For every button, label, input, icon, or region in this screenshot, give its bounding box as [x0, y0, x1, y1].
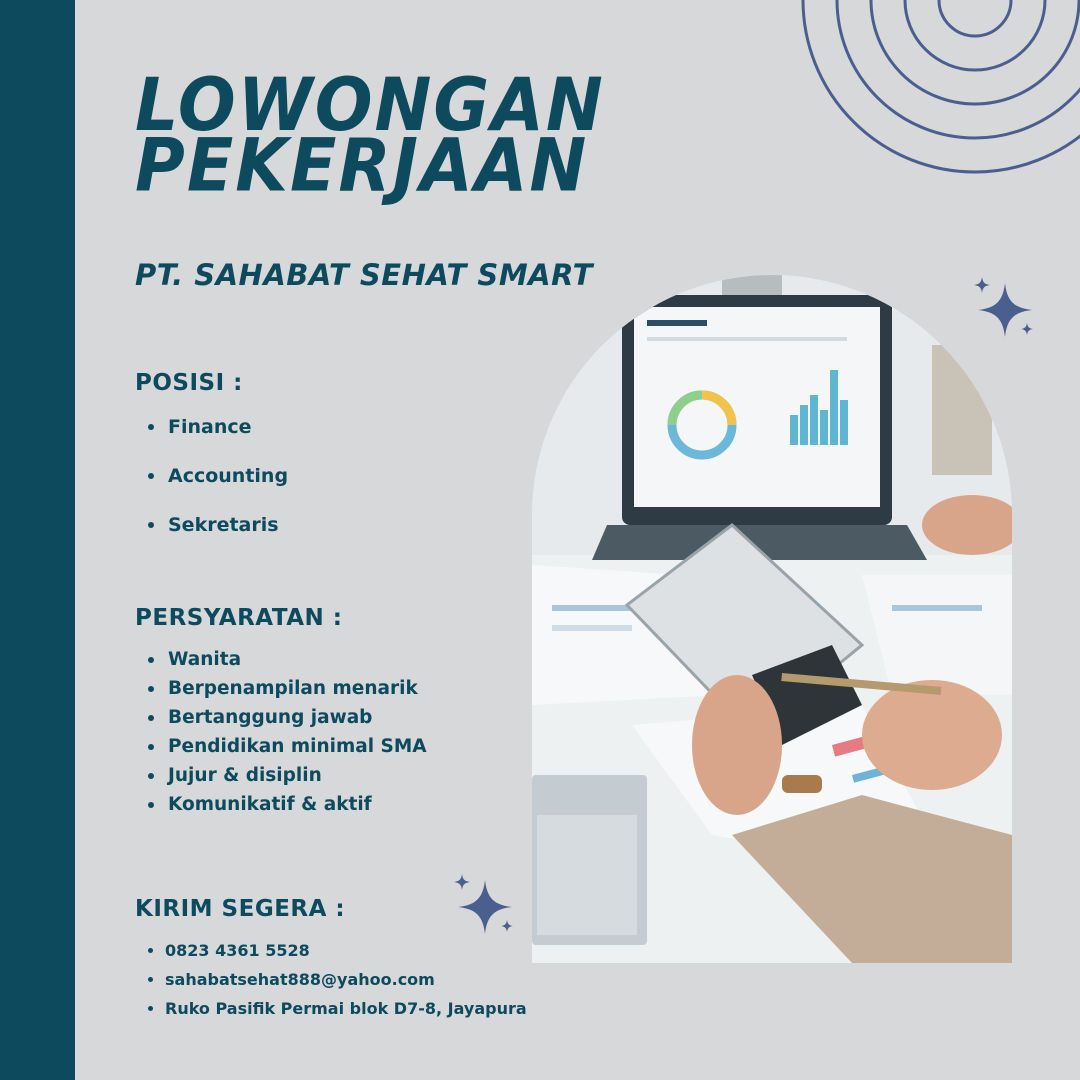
requirement-label: Berpenampilan menarik [168, 678, 418, 699]
requirement-label: Bertanggung jawab [168, 707, 373, 728]
bullet-icon [148, 473, 154, 479]
list-item [148, 645, 427, 674]
bullet-icon [148, 1006, 153, 1011]
list-item [148, 703, 427, 732]
requirements-list [148, 645, 427, 819]
bullet-icon [148, 657, 154, 663]
requirements-heading: PERSYARATAN : [135, 605, 343, 631]
list-item [148, 994, 527, 1023]
positions-list [148, 402, 288, 549]
requirement-label: Wanita [168, 649, 242, 670]
list-item [148, 790, 427, 819]
title-line-2: PEKERJAAN [135, 123, 589, 209]
list-item [148, 402, 288, 451]
list-item [148, 965, 527, 994]
title-line-1: LOWONGAN [135, 63, 605, 149]
left-sidebar-bar [0, 0, 75, 1080]
list-item [148, 674, 427, 703]
position-label: Finance [168, 415, 252, 438]
list-item [148, 451, 288, 500]
bullet-icon [148, 424, 154, 430]
page-title [135, 63, 605, 209]
requirement-label: Jujur & disiplin [168, 765, 322, 786]
street-address: Ruko Pasifik Permai blok D7-8, Jayapura [165, 999, 527, 1018]
bullet-icon [148, 802, 154, 808]
bullet-icon [148, 948, 153, 953]
contact-list [148, 936, 527, 1023]
requirement-label: Komunikatif & aktif [168, 794, 372, 815]
phone-number: 0823 4361 5528 [165, 941, 310, 960]
company-name: PT. SAHABAT SEHAT SMART [135, 258, 593, 292]
bullet-icon [148, 773, 154, 779]
requirement-label: Pendidikan minimal SMA [168, 736, 427, 757]
bullet-icon [148, 977, 153, 982]
position-label: Sekretaris [168, 513, 279, 536]
laptop-tablet-illustration [532, 275, 1012, 963]
bullet-icon [148, 522, 154, 528]
contact-heading: KIRIM SEGERA : [135, 896, 346, 922]
list-item [148, 500, 288, 549]
bullet-icon [148, 715, 154, 721]
email-address: sahabatsehat888@yahoo.com [165, 970, 435, 989]
bullet-icon [148, 686, 154, 692]
office-photo [532, 275, 1012, 963]
positions-heading: POSISI : [135, 370, 243, 396]
position-label: Accounting [168, 464, 289, 487]
list-item [148, 761, 427, 790]
sparkle-icon [970, 275, 1040, 345]
list-item [148, 732, 427, 761]
sparkle-icon [450, 872, 520, 942]
concentric-circles-icon [760, 0, 1080, 220]
bullet-icon [148, 744, 154, 750]
